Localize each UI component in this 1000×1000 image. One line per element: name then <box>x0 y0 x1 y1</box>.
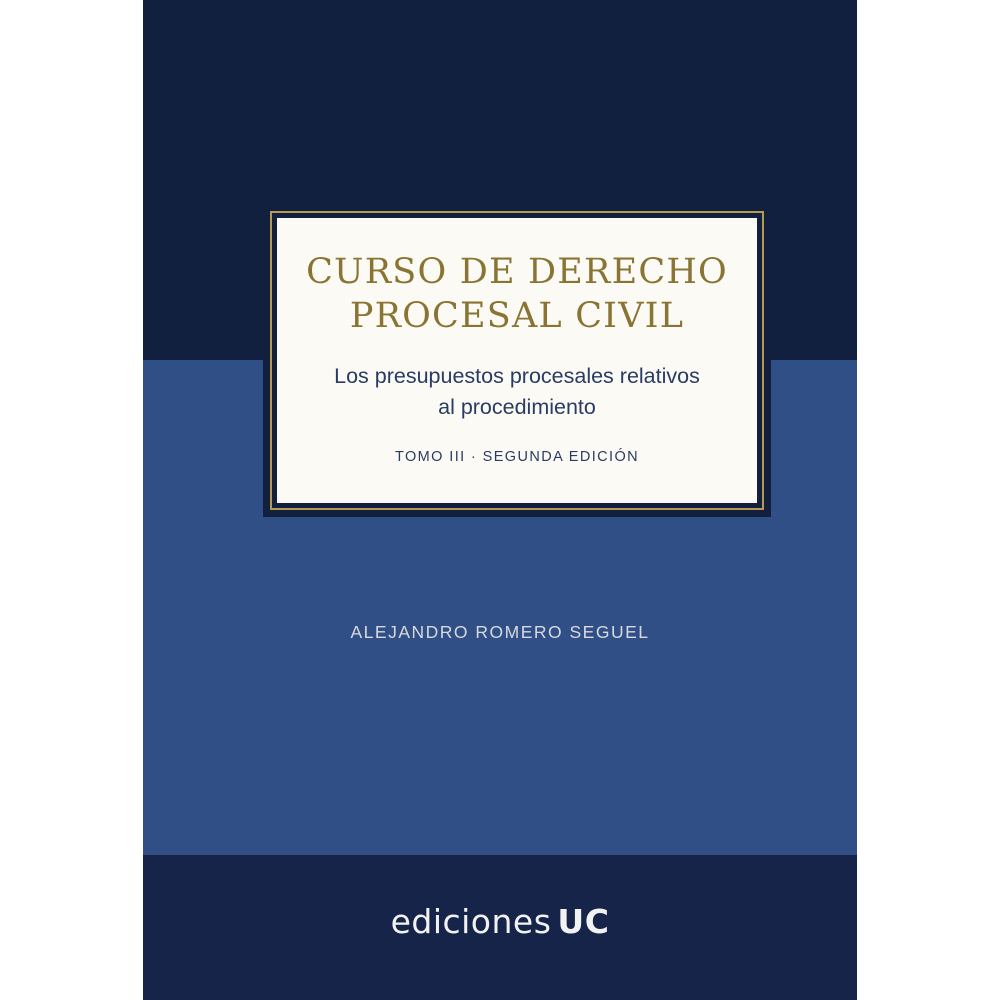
book-author: ALEJANDRO ROMERO SEGUEL <box>350 622 650 642</box>
book-subtitle-line-1: Los presupuestos procesales relativos <box>334 364 700 389</box>
left-margin <box>0 0 143 1000</box>
publisher-logo <box>143 902 857 941</box>
title-plaque-inner <box>277 218 757 503</box>
title-plaque <box>263 204 771 517</box>
book-subtitle-line-2: al procedimiento <box>438 395 596 420</box>
right-margin <box>857 0 1000 1000</box>
book-subtitle <box>334 361 700 423</box>
publisher-mark: UC <box>557 902 610 941</box>
book-cover <box>143 0 857 1000</box>
title-plaque-gold-frame <box>270 211 764 510</box>
book-title-line-2: PROCESAL CIVIL <box>349 296 685 337</box>
publisher-name: ediciones <box>390 902 552 941</box>
book-title-line-1: CURSO DE DERECHO <box>306 251 728 292</box>
book-volume-edition: TOMO III · SEGUNDA EDICIÓN <box>395 449 639 466</box>
